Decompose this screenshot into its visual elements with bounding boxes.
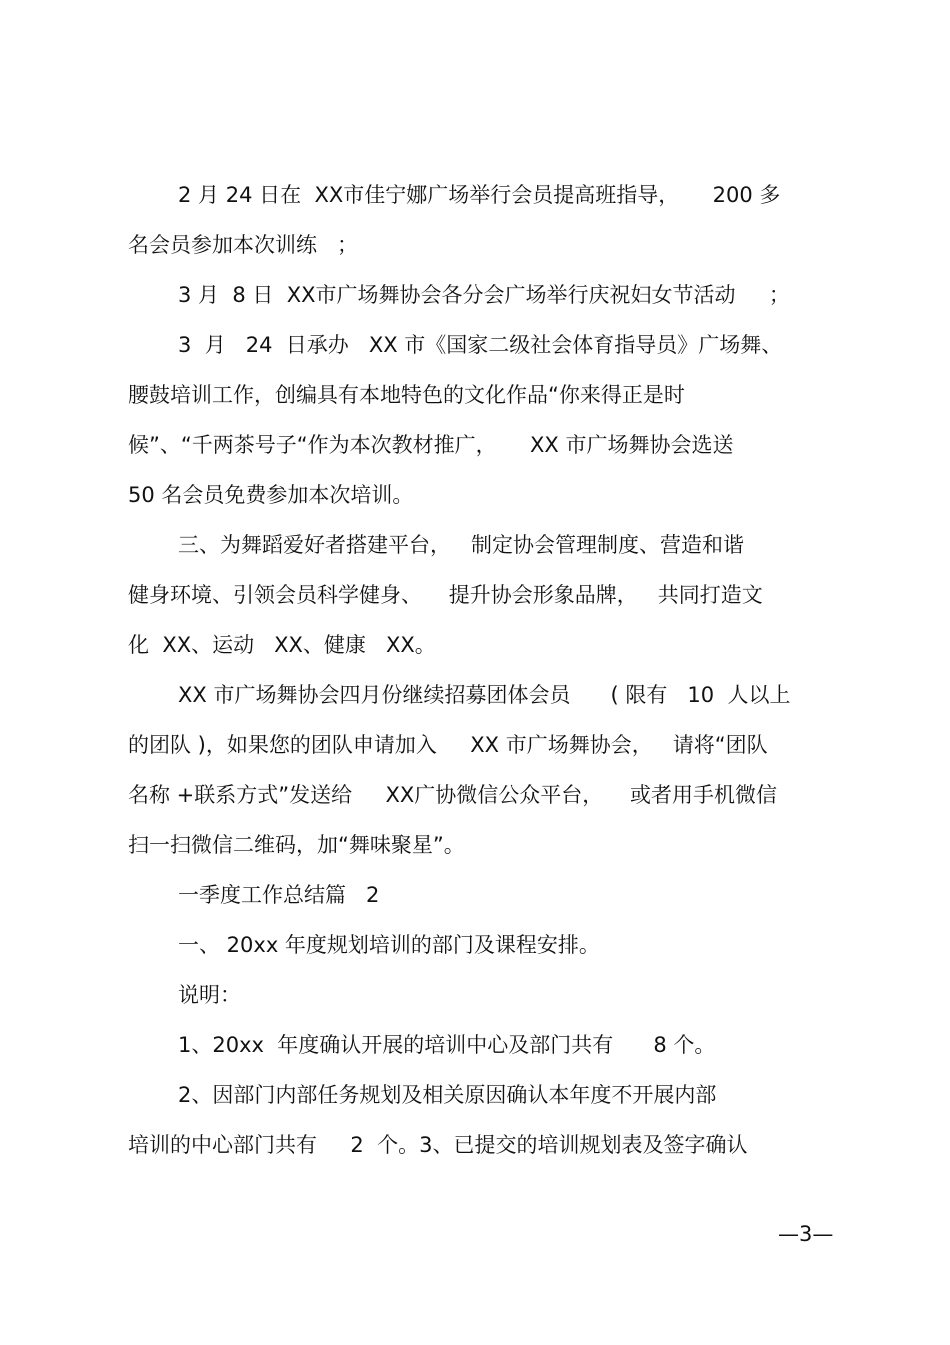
paragraph-line: 名称 +联系方式”发送给 XX广协微信公众平台， 或者用手机微信 xyxy=(128,783,777,807)
paragraph-line: 3 月 8 日 XX市广场舞协会各分会广场举行庆祝妇女节活动 ； xyxy=(178,283,790,307)
paragraph-line: 2、因部门内部任务规划及相关原因确认本年度不开展内部 xyxy=(178,1083,717,1107)
paragraph-line: 50 名会员免费参加本次培训。 xyxy=(128,483,414,507)
paragraph-line: 健身环境、引领会员科学健身、 提升协会形象品牌， 共同打造文 xyxy=(128,583,763,607)
paragraph-line: 2 月 24 日在 XX市佳宁娜广场举行会员提高班指导， 200 多 xyxy=(178,183,781,207)
paragraph-line: 名会员参加本次训练 ； xyxy=(128,233,359,257)
paragraph-line: 1、20xx 年度确认开展的培训中心及部门共有 8 个。 xyxy=(178,1033,716,1057)
paragraph-line: 化 XX、运动 XX、健康 XX。 xyxy=(128,633,436,657)
paragraph-line: 候”、“千两茶号子“作为本次教材推广， XX 市广场舞协会选送 xyxy=(128,433,734,457)
paragraph-line: 说明： xyxy=(178,983,241,1007)
paragraph-line: 的团队 )，如果您的团队申请加入 XX 市广场舞协会， 请将“团队 xyxy=(128,733,768,757)
paragraph-line: 3 月 24 日承办 XX 市《国家二级社会体育指导员》广场舞、 xyxy=(178,333,783,357)
paragraph-line: 扫一扫微信二维码，加“舞味聚星”。 xyxy=(128,833,465,857)
paragraph-line: 三、为舞蹈爱好者搭建平台， 制定协会管理制度、营造和谐 xyxy=(178,533,745,557)
paragraph-line: XX 市广场舞协会四月份继续招募团体会员 ( 限有 10 人以上 xyxy=(178,683,791,707)
paragraph-line: 一、 20xx 年度规划培训的部门及课程安排。 xyxy=(178,933,600,957)
page-number: —3— xyxy=(778,1222,834,1246)
paragraph-line: 腰鼓培训工作，创编具有本地特色的文化作品“你来得正是时 xyxy=(128,383,685,407)
paragraph-line: 培训的中心部门共有 2 个。3、已提交的培训规划表及签字确认 xyxy=(128,1133,748,1157)
section-heading: 一季度工作总结篇 2 xyxy=(178,883,380,907)
